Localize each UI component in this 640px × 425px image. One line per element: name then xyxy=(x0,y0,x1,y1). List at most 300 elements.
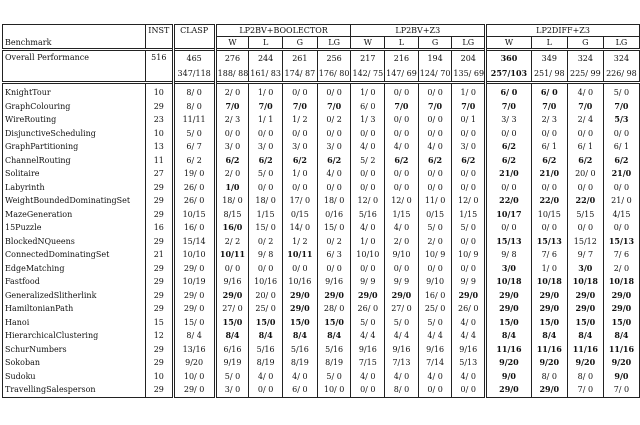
result-value: 29/0 xyxy=(391,289,412,300)
result-cell xyxy=(486,83,532,100)
result-value: 5/16 xyxy=(325,344,344,354)
inst-count: 11 xyxy=(145,154,173,168)
result-value: 15/0 xyxy=(499,316,519,327)
overall-value: 216 xyxy=(393,53,410,63)
result-value: 15/13 xyxy=(536,235,562,246)
result-value: 3/ 3 xyxy=(501,115,517,124)
result-value: 6/ 3 xyxy=(326,250,342,259)
result-value: 8/ 0 xyxy=(577,371,594,381)
result-cell xyxy=(351,113,385,127)
result-value: 6/2 xyxy=(461,154,476,165)
result-value: 0/ 0 xyxy=(427,182,443,192)
result-cell xyxy=(282,370,317,384)
result-value: 18/ 0 xyxy=(255,196,276,205)
result-value: 9/ 8 xyxy=(501,250,517,259)
result-cell xyxy=(317,127,351,141)
result-cell xyxy=(215,383,249,397)
header-row-groups xyxy=(3,25,640,37)
result-cell xyxy=(215,83,249,100)
header-benchmark: Benchmark xyxy=(3,37,146,50)
table-row xyxy=(3,221,640,235)
header-group-lp2diff-z3: LP2DIFF+Z3 xyxy=(486,25,640,37)
overall-cell xyxy=(351,50,385,67)
result-value: 6/2 xyxy=(428,154,443,165)
overall-value: 349 xyxy=(541,53,557,63)
table-row xyxy=(3,140,640,154)
table-row xyxy=(3,370,640,384)
inst-count: 10 xyxy=(145,127,173,141)
result-cell xyxy=(567,181,603,195)
result-value: 9/16 xyxy=(325,277,344,286)
result-cell xyxy=(452,248,486,262)
header-inst: INST xyxy=(145,25,173,50)
result-value: 29/0 xyxy=(575,303,596,313)
result-value: 6/2 xyxy=(501,141,516,151)
result-cell xyxy=(486,154,532,168)
result-value: 9/16 xyxy=(459,344,478,354)
result-value: 0/ 0 xyxy=(292,128,308,138)
result-value: 9/20 xyxy=(539,357,560,367)
result-value: 10/16 xyxy=(254,277,278,286)
header-row-subcolumns xyxy=(3,37,640,50)
result-value: 8/4 xyxy=(614,330,629,340)
inst-count: 29 xyxy=(145,289,173,303)
table-row xyxy=(3,127,640,141)
result-value: 3/ 0 xyxy=(326,142,342,151)
result-value: 0/ 0 xyxy=(360,385,376,394)
overall-value: 217 xyxy=(360,53,376,63)
result-cell xyxy=(531,370,567,384)
result-value: 1/ 3 xyxy=(360,115,376,124)
result-value: 9/ 9 xyxy=(393,277,410,286)
result-value: 4/ 0 xyxy=(360,223,376,232)
overall-cell xyxy=(418,50,452,67)
inst-count: 10 xyxy=(145,370,173,384)
result-value: 15/ 0 xyxy=(255,223,276,232)
result-value: 7/0 xyxy=(292,100,307,111)
result-cell xyxy=(282,194,317,208)
result-value: 3/0 xyxy=(501,262,516,273)
result-cell xyxy=(282,302,317,316)
result-value: 11/ 0 xyxy=(424,196,446,205)
result-value: 12/ 0 xyxy=(357,196,379,205)
result-value: 4/ 0 xyxy=(393,142,410,151)
result-value: 10/15 xyxy=(537,209,561,219)
result-value: 9/20 xyxy=(611,357,632,367)
benchmark-name: Hanoi xyxy=(3,316,146,330)
result-cell xyxy=(215,329,249,343)
overall-clasp-detail: 347/118 xyxy=(173,66,215,83)
result-value: 10/11 xyxy=(287,249,313,259)
result-cell xyxy=(418,100,452,114)
benchmark-name: GraphPartitioning xyxy=(3,140,146,154)
result-cell xyxy=(385,262,419,276)
result-value: 4/ 4 xyxy=(360,331,376,340)
result-cell xyxy=(215,154,249,168)
overall-cell xyxy=(603,50,639,67)
result-cell xyxy=(317,194,351,208)
table-row xyxy=(3,100,640,114)
result-value: 29/0 xyxy=(611,303,632,313)
result-cell xyxy=(351,127,385,141)
result-value: 0/ 0 xyxy=(393,169,410,178)
result-cell xyxy=(249,235,283,249)
result-value: 5/13 xyxy=(459,358,478,367)
result-cell xyxy=(603,248,639,262)
result-cell xyxy=(418,127,452,141)
result-value: 8/4 xyxy=(225,330,240,340)
benchmark-results-table xyxy=(2,24,640,398)
result-value: 2/ 0 xyxy=(393,236,410,246)
result-cell xyxy=(317,235,351,249)
benchmark-name: TravellingSalesperson xyxy=(3,383,146,397)
table-row xyxy=(3,248,640,262)
result-cell xyxy=(351,343,385,357)
header-subcolumn-g: G xyxy=(567,37,603,50)
result-cell xyxy=(531,289,567,303)
result-value: 3/ 0 xyxy=(460,142,476,151)
result-cell xyxy=(215,100,249,114)
result-value: 8/19 xyxy=(325,358,344,367)
result-value: 0/ 0 xyxy=(360,182,376,192)
result-value: 3/ 0 xyxy=(224,385,241,394)
benchmark-name: GeneralizedSlitherlink xyxy=(3,289,146,303)
result-value: 0/ 0 xyxy=(501,182,517,192)
result-value: 9/ 8 xyxy=(257,250,274,259)
result-cell xyxy=(603,289,639,303)
result-cell xyxy=(282,248,317,262)
result-cell xyxy=(385,370,419,384)
table-row xyxy=(3,83,640,100)
benchmark-name: Sudoku xyxy=(3,370,146,384)
result-cell xyxy=(249,154,283,168)
result-cell xyxy=(603,329,639,343)
clasp-result: 13/16 xyxy=(173,343,215,357)
result-value: 17/ 0 xyxy=(289,196,311,205)
result-cell xyxy=(351,140,385,154)
header-subcolumn-lg: LG xyxy=(603,37,639,50)
result-value: 0/ 0 xyxy=(577,182,594,192)
result-cell xyxy=(282,167,317,181)
result-value: 0/ 0 xyxy=(460,263,476,273)
result-cell xyxy=(603,343,639,357)
clasp-result: 11/11 xyxy=(173,113,215,127)
result-cell xyxy=(418,289,452,303)
result-value: 29/0 xyxy=(324,289,344,300)
result-cell xyxy=(317,83,351,100)
result-cell xyxy=(486,221,532,235)
result-value: 18/ 0 xyxy=(323,196,345,205)
inst-count: 29 xyxy=(145,208,173,222)
result-value: 9/ 9 xyxy=(360,277,376,286)
overall-cell xyxy=(486,66,532,83)
result-value: 22/0 xyxy=(499,195,519,205)
result-value: 4/ 4 xyxy=(427,331,443,340)
result-cell xyxy=(317,370,351,384)
result-cell xyxy=(603,113,639,127)
result-cell xyxy=(215,181,249,195)
result-cell xyxy=(385,356,419,370)
overall-value: 147/ 69 xyxy=(386,68,417,78)
benchmark-name: SchurNumbers xyxy=(3,343,146,357)
result-value: 4/ 0 xyxy=(326,169,342,178)
overall-cell xyxy=(603,66,639,83)
result-cell xyxy=(418,181,452,195)
result-value: 8/4 xyxy=(501,330,516,340)
table-row xyxy=(3,302,640,316)
result-cell xyxy=(603,208,639,222)
result-cell xyxy=(385,383,419,397)
result-value: 0/ 0 xyxy=(427,88,443,97)
table-row xyxy=(3,356,640,370)
result-value: 14/ 0 xyxy=(289,223,311,232)
result-value: 9/10 xyxy=(426,277,445,286)
overall-cell xyxy=(282,66,317,83)
result-value: 7/14 xyxy=(426,358,445,367)
clasp-result: 26/ 0 xyxy=(173,181,215,195)
result-value: 29/0 xyxy=(539,289,560,300)
result-cell xyxy=(249,140,283,154)
result-cell xyxy=(249,248,283,262)
result-value: 2/ 4 xyxy=(577,115,594,124)
result-value: 7/15 xyxy=(358,358,377,367)
result-cell xyxy=(486,140,532,154)
result-cell xyxy=(418,140,452,154)
result-cell xyxy=(215,194,249,208)
overall-cell xyxy=(452,66,486,83)
result-value: 0/ 0 xyxy=(501,223,517,232)
result-cell xyxy=(531,248,567,262)
result-value: 9/ 7 xyxy=(577,250,594,259)
result-value: 1/ 0 xyxy=(292,169,308,178)
result-value: 0/ 0 xyxy=(393,182,410,192)
overall-value: 188/ 88 xyxy=(217,68,249,78)
result-cell xyxy=(603,275,639,289)
result-cell xyxy=(317,100,351,114)
result-value: 0/ 0 xyxy=(577,128,594,138)
result-value: 29/0 xyxy=(499,289,519,300)
header-subcolumn-l: L xyxy=(249,37,283,50)
result-cell xyxy=(531,181,567,195)
result-cell xyxy=(603,221,639,235)
overall-inst: 516 xyxy=(145,50,173,83)
result-cell xyxy=(282,289,317,303)
result-value: 5/ 0 xyxy=(224,371,241,381)
result-value: 4/ 4 xyxy=(460,331,476,340)
result-cell xyxy=(452,181,486,195)
result-value: 15/0 xyxy=(290,316,310,327)
result-cell xyxy=(418,167,452,181)
result-cell xyxy=(282,83,317,100)
overall-clasp: 465 xyxy=(173,50,215,67)
result-cell xyxy=(452,356,486,370)
result-cell xyxy=(282,181,317,195)
result-value: 1/15 xyxy=(459,209,478,219)
inst-count: 29 xyxy=(145,356,173,370)
result-cell xyxy=(385,208,419,222)
clasp-result: 10/10 xyxy=(173,248,215,262)
result-cell xyxy=(486,113,532,127)
result-value: 4/ 0 xyxy=(427,371,443,381)
result-cell xyxy=(317,248,351,262)
result-value: 3/ 0 xyxy=(292,142,308,151)
table-row xyxy=(3,316,640,330)
result-cell xyxy=(418,194,452,208)
result-value: 0/ 1 xyxy=(460,115,476,124)
header-subcolumn-g: G xyxy=(282,37,317,50)
overall-cell xyxy=(215,66,249,83)
result-value: 0/ 0 xyxy=(460,169,476,178)
result-cell xyxy=(317,383,351,397)
result-cell xyxy=(351,370,385,384)
result-cell xyxy=(531,343,567,357)
result-value: 7/0 xyxy=(461,100,476,111)
result-cell xyxy=(531,167,567,181)
result-value: 15/0 xyxy=(255,316,276,327)
result-value: 0/ 0 xyxy=(427,385,443,394)
result-value: 8/4 xyxy=(542,330,557,340)
result-cell xyxy=(567,370,603,384)
result-cell xyxy=(452,194,486,208)
result-cell xyxy=(531,316,567,330)
overall-cell xyxy=(249,50,283,67)
result-cell xyxy=(215,289,249,303)
result-cell xyxy=(452,127,486,141)
result-cell xyxy=(385,275,419,289)
result-cell xyxy=(486,235,532,249)
result-value: 8/19 xyxy=(256,358,275,367)
result-value: 15/13 xyxy=(608,235,635,246)
result-value: 3/ 0 xyxy=(257,142,274,151)
result-cell xyxy=(317,167,351,181)
result-value: 0/ 0 xyxy=(326,263,342,273)
result-value: 0/ 0 xyxy=(460,236,476,246)
result-cell xyxy=(567,83,603,100)
result-cell xyxy=(603,235,639,249)
result-cell xyxy=(351,181,385,195)
result-cell xyxy=(531,208,567,222)
result-cell xyxy=(486,289,532,303)
result-cell xyxy=(452,343,486,357)
result-cell xyxy=(215,248,249,262)
clasp-result: 29/ 0 xyxy=(173,383,215,397)
result-value: 7/ 0 xyxy=(613,385,630,394)
result-cell xyxy=(486,181,532,195)
result-value: 29/0 xyxy=(575,289,596,300)
result-value: 0/ 0 xyxy=(460,128,476,138)
result-value: 4/ 0 xyxy=(292,371,308,381)
result-cell xyxy=(452,316,486,330)
result-value: 0/ 0 xyxy=(460,182,476,192)
result-cell xyxy=(418,302,452,316)
result-value: 0/ 0 xyxy=(326,182,342,192)
result-cell xyxy=(282,221,317,235)
result-cell xyxy=(249,208,283,222)
result-cell xyxy=(531,302,567,316)
result-cell xyxy=(603,167,639,181)
result-value: 20/ 0 xyxy=(575,169,596,178)
clasp-result: 10/15 xyxy=(173,208,215,222)
overall-label: Overall Performance xyxy=(3,50,146,83)
result-value: 29/0 xyxy=(290,289,310,300)
result-cell xyxy=(531,235,567,249)
result-value: 5/3 xyxy=(614,114,629,124)
benchmark-name: ChannelRouting xyxy=(3,154,146,168)
table-row xyxy=(3,208,640,222)
overall-cell xyxy=(418,66,452,83)
result-cell xyxy=(249,100,283,114)
result-value: 26/ 0 xyxy=(458,304,479,313)
result-value: 0/ 0 xyxy=(326,128,342,138)
result-value: 8/4 xyxy=(292,330,307,340)
inst-count: 29 xyxy=(145,275,173,289)
result-cell xyxy=(317,316,351,330)
clasp-result: 10/19 xyxy=(173,275,215,289)
result-value: 0/ 0 xyxy=(541,128,557,138)
result-cell xyxy=(531,113,567,127)
result-value: 8/4 xyxy=(327,330,342,340)
result-cell xyxy=(249,181,283,195)
result-cell xyxy=(282,383,317,397)
result-value: 4/ 0 xyxy=(360,371,376,381)
result-cell xyxy=(249,302,283,316)
benchmark-name: EdgeMatching xyxy=(3,262,146,276)
overall-value: 161/ 83 xyxy=(250,68,281,78)
result-value: 4/ 0 xyxy=(393,223,410,232)
result-value: 6/ 1 xyxy=(613,142,630,151)
result-value: 18/ 0 xyxy=(222,196,243,205)
result-value: 7/0 xyxy=(542,100,557,111)
result-cell xyxy=(351,356,385,370)
overall-value: 257/103 xyxy=(490,68,528,78)
result-cell xyxy=(418,383,452,397)
header-clasp: CLASP xyxy=(173,25,215,50)
result-cell xyxy=(282,316,317,330)
result-value: 7/0 xyxy=(578,100,593,111)
result-value: 0/ 0 xyxy=(541,182,557,192)
result-cell xyxy=(486,248,532,262)
result-value: 6/2 xyxy=(225,154,240,165)
overall-value: 244 xyxy=(257,53,274,63)
result-cell xyxy=(385,154,419,168)
result-value: 10/11 xyxy=(219,249,246,259)
result-value: 15/0 xyxy=(222,316,243,327)
inst-count: 29 xyxy=(145,383,173,397)
result-cell xyxy=(351,289,385,303)
inst-count: 10 xyxy=(145,83,173,100)
result-value: 5/ 0 xyxy=(427,317,443,327)
result-value: 0/ 0 xyxy=(613,182,630,192)
result-cell xyxy=(452,140,486,154)
result-value: 1/ 0 xyxy=(360,236,376,246)
result-value: 5/ 0 xyxy=(393,317,410,327)
result-cell xyxy=(317,154,351,168)
result-cell xyxy=(567,127,603,141)
result-value: 6/2 xyxy=(542,154,557,165)
result-value: 4/ 0 xyxy=(460,317,476,327)
result-value: 16/0 xyxy=(222,222,243,232)
result-cell xyxy=(603,262,639,276)
result-cell xyxy=(351,383,385,397)
result-value: 0/ 0 xyxy=(360,128,376,138)
result-value: 0/ 2 xyxy=(326,115,342,124)
overall-value: 225/ 99 xyxy=(569,68,601,78)
result-cell xyxy=(531,154,567,168)
result-cell xyxy=(249,113,283,127)
result-value: 16/ 0 xyxy=(424,290,446,300)
result-value: 5/ 2 xyxy=(360,155,376,165)
result-cell xyxy=(317,262,351,276)
